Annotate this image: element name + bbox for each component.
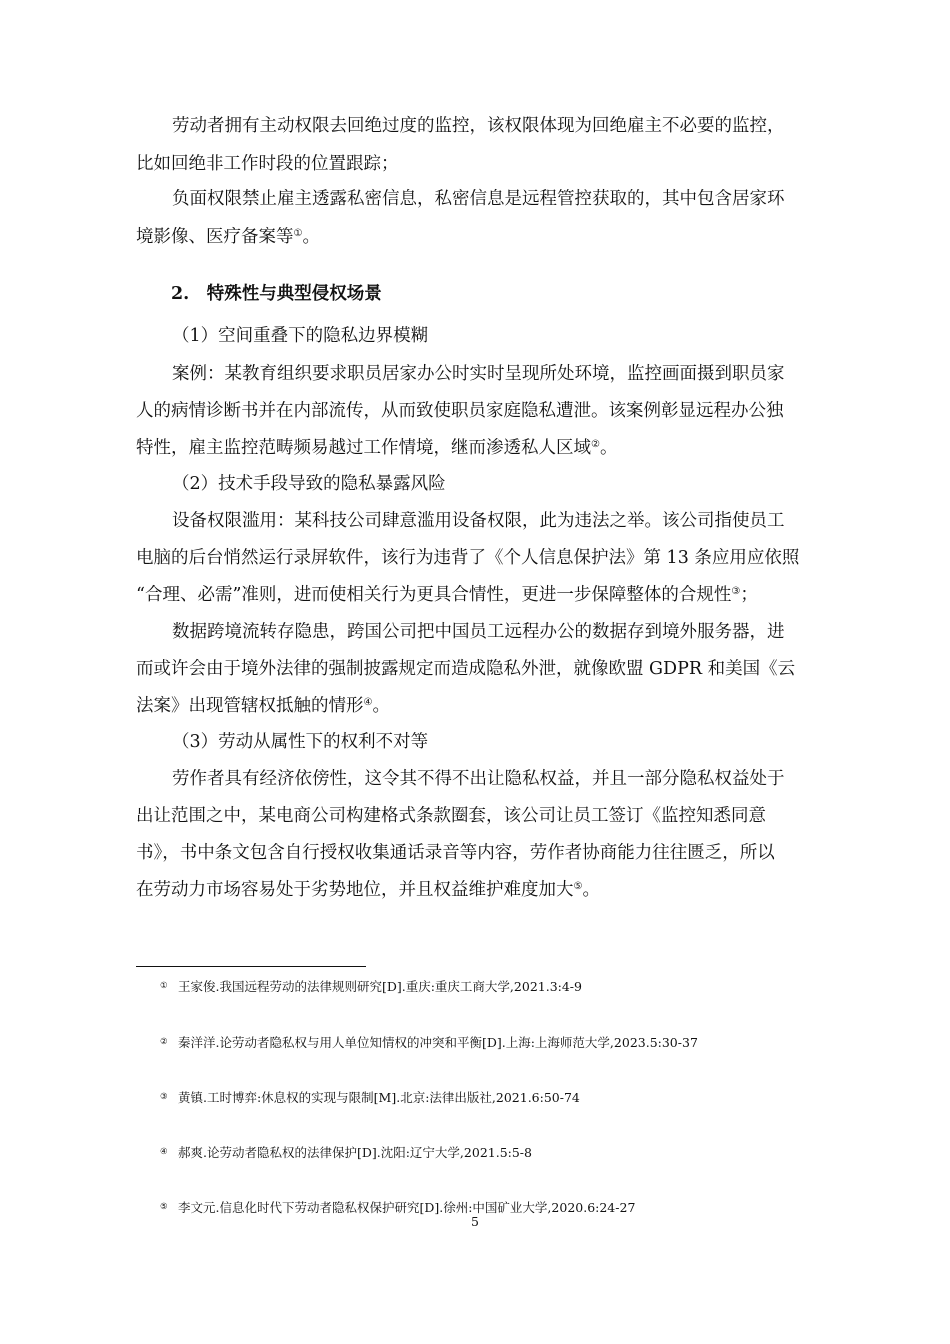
footnote-item [160,1034,698,1051]
footnote-mark: ① [160,981,168,991]
paragraph-text: “合理、必需”准则，进而使相关行为更具合情性，更进一步保障整体的合规性 [136,585,732,605]
footnote-ref[interactable]: ⑤ [573,881,583,892]
paragraph-line [136,583,758,607]
footnote-text: 秦洋洋.论劳动者隐私权与用人单位知情权的冲突和平衡[D].上海:上海师范大学,2023.5:30-37 [178,1035,698,1050]
footnote-mark: ④ [160,1147,168,1157]
footnote-item [160,1089,580,1106]
paragraph-text: 。 [599,438,618,458]
footnote-text: 李文元.信息化时代下劳动者隐私权保护研究[D].徐州:中国矿业大学,2020.6:24-27 [178,1200,636,1215]
footnote-text: 黄镇.工时博弈:休息权的实现与限制[M].北京:法律出版社,2021.6:50-74 [178,1090,580,1105]
paragraph-line [136,878,600,902]
paragraph-line: 案例：某教育组织要求职员居家办公时实时呈现所处环境，监控画面摄到职员家 [172,364,785,384]
paragraph-line [136,436,617,460]
section-heading: 2. 特殊性与典型侵权场景 [171,284,382,304]
paragraph-line: 负面权限禁止雇主透露私密信息，私密信息是远程管控获取的，其中包含居家环 [172,189,785,209]
subheading: （3）劳动从属性下的权利不对等 [172,732,429,752]
paragraph-line: 电脑的后台悄然运行录屏软件，该行为违背了《个人信息保护法》第 13 条应用应依照 [136,548,800,568]
paragraph-line [136,225,320,249]
paragraph-line: 书》，书中条文包含自行授权收集通话录音等内容，劳作者协商能力往往匮乏，所以 [136,843,775,863]
footnote-ref[interactable]: ② [591,439,600,450]
paragraph-line: 劳作者具有经济依傍性，这令其不得不出让隐私权益，并且一部分隐私权益处于 [172,769,785,789]
paragraph-text: 。 [372,696,390,716]
footnote-text: 王家俊.我国远程劳动的法律规则研究[D].重庆:重庆工商大学,2021.3:4-9 [178,979,582,994]
paragraph-line: 而或许会由于境外法律的强制披露规定而造成隐私外泄，就像欧盟 GDPR 和美国《云 [136,659,796,679]
subheading: （2）技术手段导致的隐私暴露风险 [172,474,446,494]
paragraph-text: 境影像、医疗备案等 [136,227,294,247]
paragraph-text: ； [740,585,758,605]
footnote-ref[interactable]: ① [293,228,303,239]
subheading: （1）空间重叠下的隐私边界模糊 [172,326,429,346]
paragraph-text: 在劳动力市场容易处于劣势地位，并且权益维护难度加大 [136,880,574,900]
paragraph-line: 人的病情诊断书并在内部流传，从而致使职员家庭隐私遭泄。该案例彰显远程办公独 [136,401,784,421]
paragraph-text: 。 [302,227,320,247]
paragraph-line: 设备权限滥用：某科技公司肆意滥用设备权限，此为违法之举。该公司指使员工 [172,511,785,531]
paragraph-line: 比如回绝非工作时段的位置跟踪； [136,154,399,174]
footnote-mark: ⑤ [160,1202,168,1212]
paragraph-text: 。 [582,880,600,900]
paragraph-line: 数据跨境流转存隐患，跨国公司把中国员工远程办公的数据存到境外服务器，进 [172,622,785,642]
page-number: 5 [471,1214,479,1229]
footnote-item [160,978,582,995]
paragraph-text: 特性，雇主监控范畴频易越过工作情境，继而渗透私人区域 [136,438,591,458]
footnote-mark: ② [160,1037,168,1047]
footnote-mark: ③ [160,1092,168,1102]
footnote-item [160,1144,532,1161]
paragraph-line [136,694,390,718]
footnote-text: 郝爽.论劳动者隐私权的法律保护[D].沈阳:辽宁大学,2021.5:5-8 [178,1145,532,1160]
paragraph-line: 劳动者拥有主动权限去回绝过度的监控，该权限体现为回绝雇主不必要的监控， [172,116,785,136]
paragraph-line: 出让范围之中，某电商公司构建格式条款圈套，该公司让员工签订《监控知悉同意 [136,806,766,826]
paragraph-text: 法案》出现管辖权抵触的情形 [136,696,364,716]
footnote-ref[interactable]: ③ [731,586,741,597]
footnote-ref[interactable]: ④ [363,697,373,708]
footnote-separator [136,966,366,967]
